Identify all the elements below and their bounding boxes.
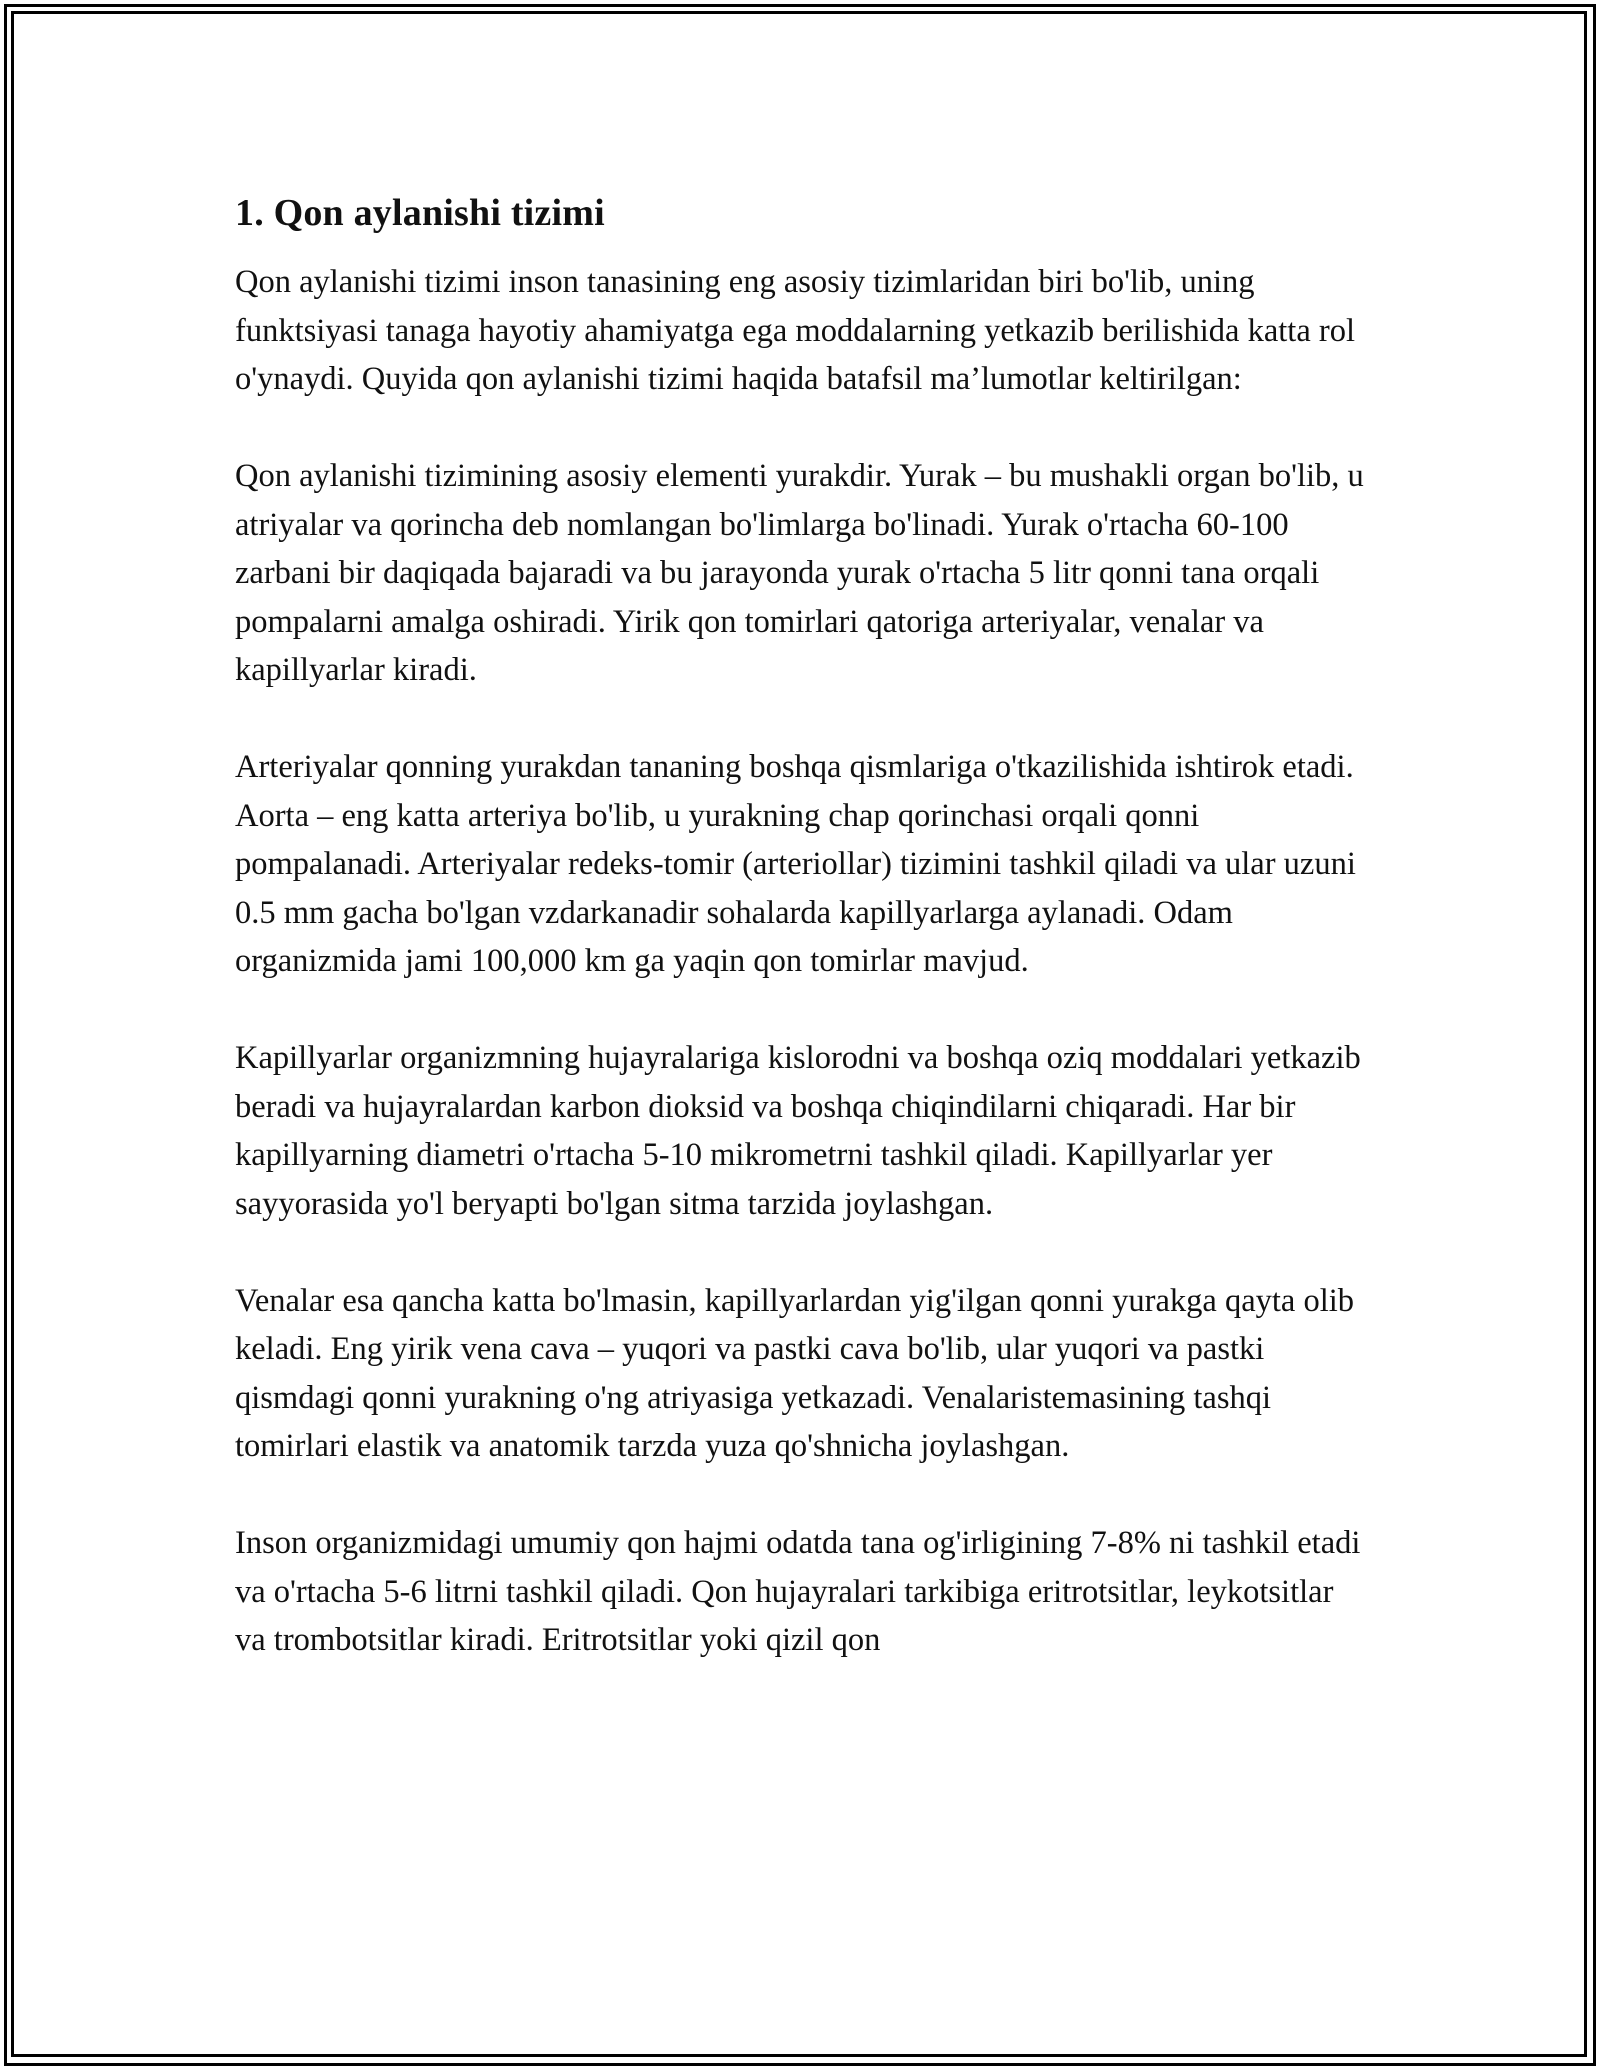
section-heading: 1. Qon aylanishi tizimi (235, 192, 605, 234)
paragraph-heart: Qon aylanishi tizimining asosiy elementi yurakdir. Yurak – bu mushakli organ bo'lib, u atriyalar va qorincha deb nomlangan bo'limlarga bo'linadi. Yurak o'rtacha 60-100 zarbani bir daqiqada bajaradi va bu jarayonda yurak o'rtacha 5 litr qonni tana orqali pompalarni amalga oshiradi. Yirik qon tomirlari qatoriga arteriyalar, venalar va kapillyarlar kiradi. (235, 458, 1364, 688)
paragraph-veins: Venalar esa qancha katta bo'lmasin, kapillyarlardan yig'ilgan qonni yurakga qayta olib keladi. Eng yirik vena cava – yuqori va pastki cava bo'lib, ular yuqori va pastki qismdagi qonni yurakning o'ng atriyasiga yetkazadi. Venalaristemasining tashqi tomirlari elastik va anatomik tarzda yuza qo'shnicha joylashgan. (235, 1282, 1355, 1464)
paragraph-capillaries: Kapillyarlar organizmning hujayralariga kislorodni va boshqa oziq moddalari yetkazib beradi va hujayralardan karbon dioksid va boshqa chiqindilarni chiqaradi. Har bir kapillyarning diametri o'rtacha 5-10 mikrometrni tashkil qiladi. Kapillyarlar yer sayyorasida yo'l beryapti bo'lgan sitma tarzida joylashgan. (235, 1040, 1361, 1222)
paragraph-arteries: Arteriyalar qonning yurakdan tananing boshqa qismlariga o'tkazilishida ishtirok etadi. Aorta – eng katta arteriya bo'lib, u yurakning chap qorinchasi orqali qonni pompalanadi. Arteriyalar redeks-tomir (arteriollar) tizimini tashkil qiladi va ular uzuni 0.5 mm gacha bo'lgan vzdarkanadir sohalarda kapillyarlarga aylanadi. Odam organizmida jami 100,000 km ga yaqin qon tomirlar mavjud. (235, 749, 1356, 979)
document-body (235, 188, 1365, 1665)
paragraph-intro: Qon aylanishi tizimi inson tanasining eng asosiy tizimlaridan biri bo'lib, uning funktsiyasi tanaga hayotiy ahamiyatga ega moddalarning yetkazib berilishida katta rol o'ynaydi. Quyida qon aylanishi tizimi haqida batafsil ma’lumotlar keltirilgan: (235, 264, 1355, 397)
paragraph-blood-volume: Inson organizmidagi umumiy qon hajmi odatda tana og'irligining 7-8% ni tashkil etadi va o'rtacha 5-6 litrni tashkil qiladi. Qon hujayralari tarkibiga eritrotsitlar, leykotsitlar va trombotsitlar kiradi. Eritrotsitlar yoki qizil qon (235, 1525, 1361, 1658)
